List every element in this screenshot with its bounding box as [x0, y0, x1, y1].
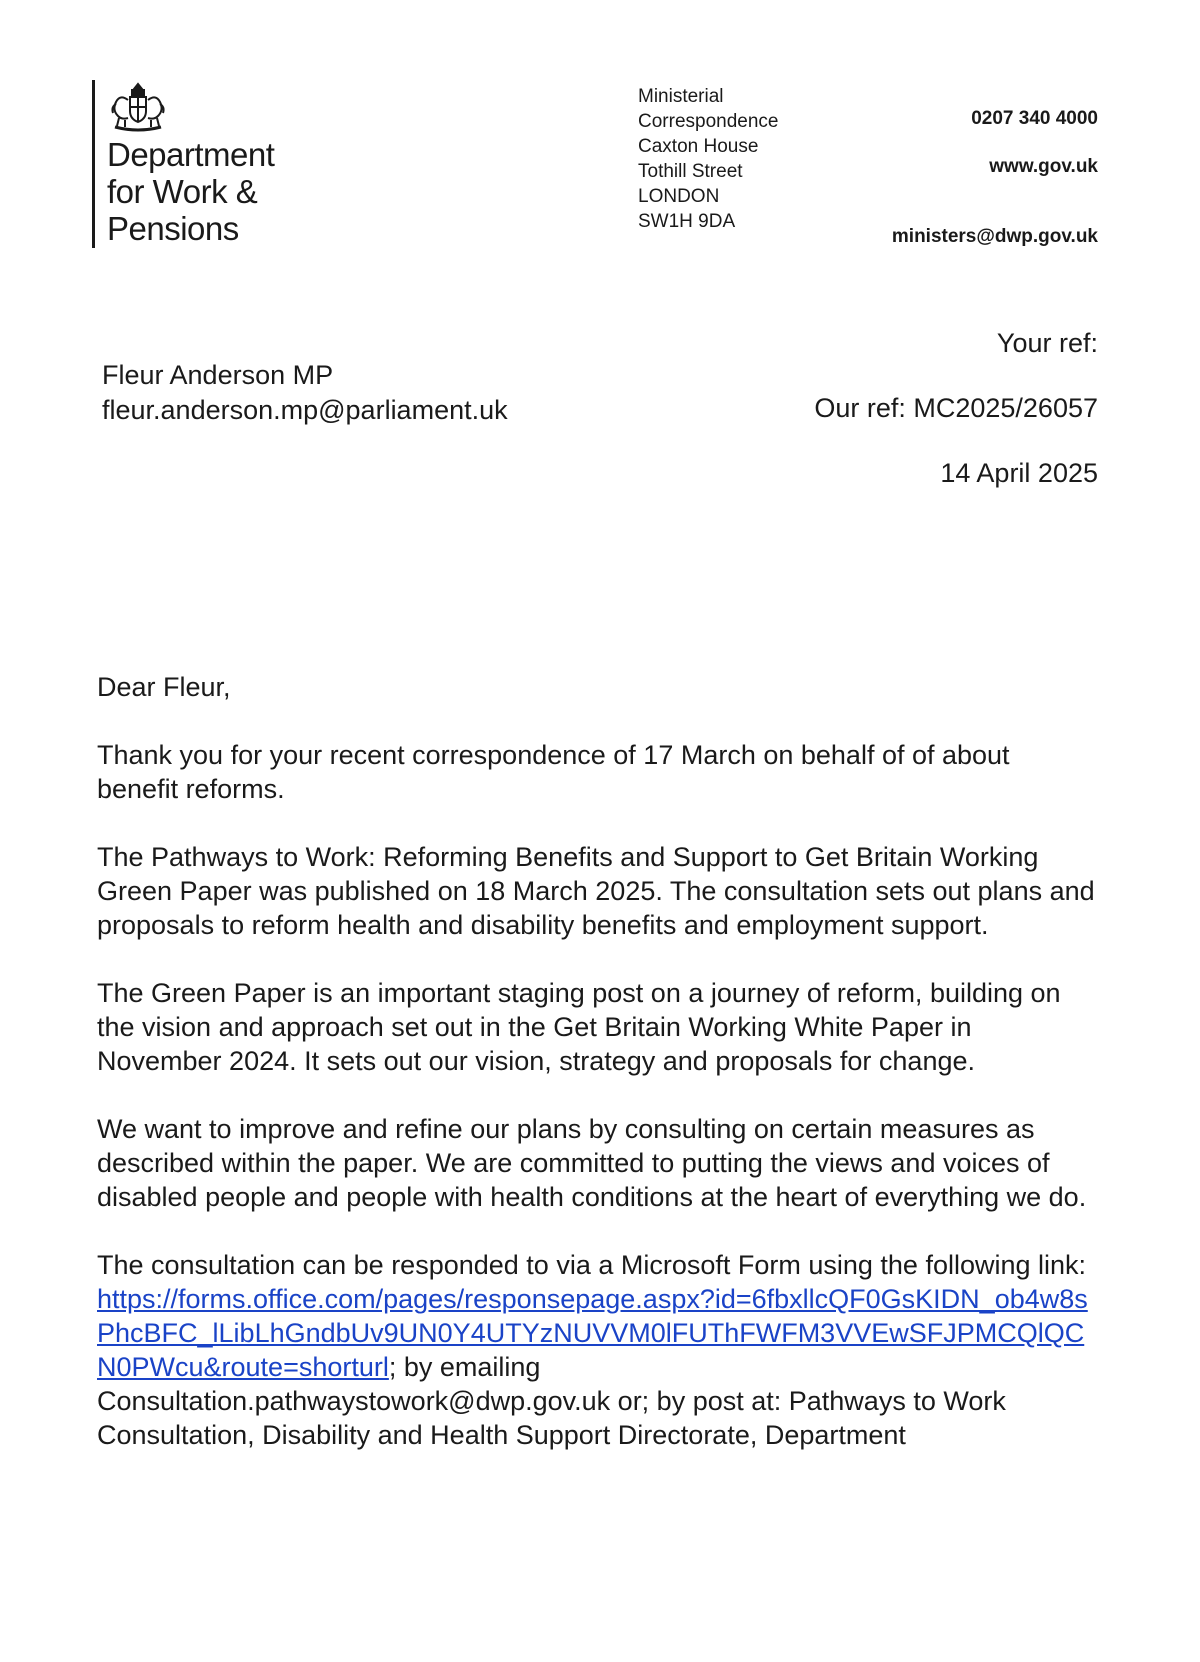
address-line: SW1H 9DA	[638, 211, 736, 232]
consultation-intro: The consultation can be responded to via a Microsoft Form using the following link:	[97, 1250, 1087, 1280]
consultation-form-link[interactable]: https://forms.office.com/pages/responsepage.aspx?id=6fbxllcQF0GsKIDN_ob4w8sPhcBFC_lLibLhGndbUv9UN0Y4UTYzNUVVM0lFUThFWFM3VVEwSFJPMCQlQCN0PWcu&route=shorturl	[97, 1284, 1088, 1382]
contact-phone: 0207 340 4000	[971, 108, 1098, 129]
link-suffix: ; by emailing	[388, 1352, 541, 1382]
our-ref: Our ref: MC2025/26057	[814, 393, 1098, 423]
reference-block	[814, 328, 1098, 489]
body-paragraph-1: Thank you for your recent correspondence of 17 March on behalf of of about benefit reforms.	[97, 740, 1010, 804]
body-paragraph-5	[97, 1248, 1097, 1452]
contact-email: ministers@dwp.gov.uk	[891, 226, 1098, 247]
address-line: LONDON	[638, 186, 720, 207]
dept-name-line-1: Department	[107, 136, 275, 173]
consultation-contact-details: Consultation.pathwaystowork@dwp.gov.uk or; by post at: Pathways to Work Consultation, Disability and Health Support Directorate, Department	[97, 1386, 1006, 1450]
letter-body	[97, 670, 1097, 1486]
body-paragraph-2: The Pathways to Work: Reforming Benefits and Support to Get Britain Working Green Paper was published on 18 March 2025. The consultation sets out plans and proposals to reform health and disability benefits and employment support.	[97, 842, 1095, 940]
contact-details	[892, 108, 1098, 248]
body-paragraph-4: We want to improve and refine our plans by consulting on certain measures as described within the paper. We are committed to putting the views and voices of disabled people and people with health conditions at the heart of everything we do.	[97, 1114, 1087, 1212]
your-ref: Your ref:	[996, 328, 1098, 358]
sender-address	[638, 84, 778, 234]
contact-website: www.gov.uk	[989, 156, 1098, 177]
address-line: Correspondence	[638, 111, 779, 132]
royal-coat-of-arms-icon	[107, 80, 169, 132]
letter-date: 14 April 2025	[940, 458, 1098, 488]
address-line: Caxton House	[638, 136, 759, 157]
dept-name-line-2: for Work &	[107, 173, 258, 210]
address-line: Ministerial	[638, 86, 724, 107]
body-paragraph-3: The Green Paper is an important staging post on a journey of reform, building on the vision and approach set out in the Get Britain Working White Paper in November 2024. It sets out our vision, strategy and proposals for change.	[97, 978, 1061, 1076]
salutation: Dear Fleur,	[97, 672, 231, 702]
dwp-logo	[92, 80, 274, 248]
recipient-name: Fleur Anderson MP	[102, 360, 334, 390]
dept-name-line-3: Pensions	[107, 210, 239, 247]
address-line: Tothill Street	[638, 161, 743, 182]
recipient-email: fleur.anderson.mp@parliament.uk	[102, 395, 508, 425]
recipient-block	[102, 358, 508, 428]
